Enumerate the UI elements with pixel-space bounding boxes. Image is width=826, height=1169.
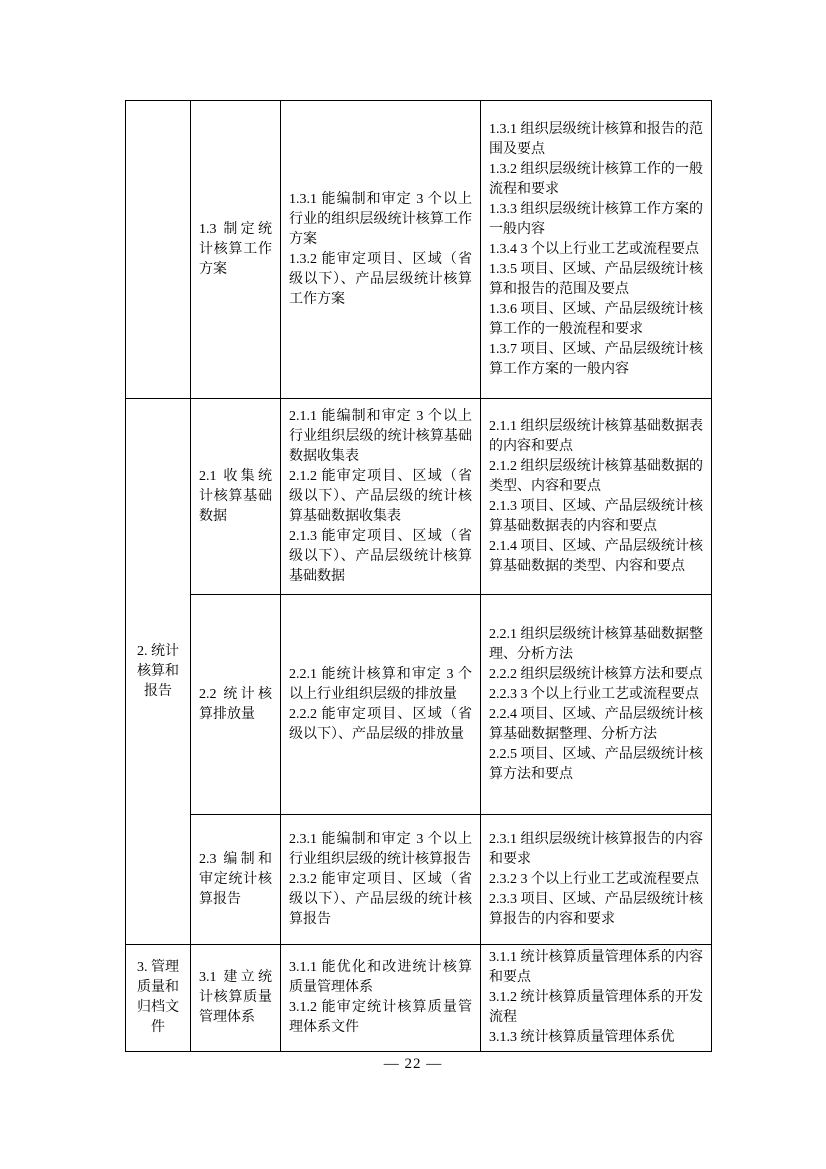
category-cell-empty: [126, 101, 191, 399]
cell-text-item: 2.1.4 项目、区域、产品层级统计核算基础数据的类型、内容和要点: [489, 538, 703, 574]
cell-text-item: 3.1.2 能审定统计核算质量管理体系文件: [289, 1000, 472, 1035]
cell-text-item: 3.1.2 统计核算质量管理体系的开发流程: [489, 990, 703, 1025]
cell-text-item: 2.2.2 能审定项目、区域（省级以下）、产品层级的排放量: [289, 706, 472, 742]
skill-requirement-cell-1-3: [281, 101, 481, 399]
table-row-1-3: [126, 101, 712, 399]
table-row-2-1: [126, 399, 712, 595]
cell-text-item: 2.3.3 项目、区域、产品层级统计核算报告的内容和要求: [489, 891, 703, 927]
cell-text-item: 1.3.2 能审定项目、区域（省级以下）、产品层级统计核算工作方案: [289, 251, 472, 307]
work-content-cell-2-3: 2.3 编制和审定统计核算报告: [191, 815, 281, 945]
cell-text-item: 2.2.5 项目、区域、产品层级统计核算方法和要点: [489, 746, 703, 782]
cell-text-item: 3.1.1 能优化和改进统计核算质量管理体系: [289, 960, 472, 995]
cell-text-item: 2.1.1 能编制和审定 3 个以上行业组织层级的统计核算基础数据收集表: [289, 408, 472, 464]
table-body: [126, 101, 712, 1052]
skill-requirement-cell-2-1: [281, 399, 481, 595]
cell-text-item: 1.3.4 3 个以上行业工艺或流程要点: [489, 241, 699, 257]
cell-text-item: 1.3.5 项目、区域、产品层级统计核算和报告的范围及要点: [489, 261, 703, 297]
cell-text-item: 1.3.2 组织层级统计核算工作的一般流程和要求: [489, 161, 703, 197]
cell-text-item: 1.3.7 项目、区域、产品层级统计核算工作方案的一般内容: [489, 341, 703, 377]
cell-text-item: 1.3.1 组织层级统计核算和报告的范围及要点: [489, 121, 703, 157]
skill-requirements-table: [125, 100, 712, 1052]
cell-text-item: 2.2.2 组织层级统计核算方法和要点: [489, 666, 703, 682]
cell-text-item: 2.3.2 3 个以上行业工艺或流程要点: [489, 871, 699, 887]
skill-requirement-cell-2-3: [281, 815, 481, 945]
cell-text-item: 2.1.3 项目、区域、产品层级统计核算基础数据表的内容和要点: [489, 498, 703, 534]
cell-text-item: 1.3.3 组织层级统计核算工作方案的一般内容: [489, 201, 703, 237]
table-row-2-3: [126, 815, 712, 945]
cell-text-item: 2.2.1 组织层级统计核算基础数据整理、分析方法: [489, 626, 703, 662]
cell-text-item: 3.1.3 统计核算质量管理体系优: [489, 1030, 675, 1045]
work-content-cell-2-2: 2.2 统计核算排放量: [191, 595, 281, 815]
skill-requirement-cell-3-1: [281, 945, 481, 1052]
cell-text-item: 2.1.1 组织层级统计核算基础数据表的内容和要点: [489, 418, 703, 454]
knowledge-requirement-cell-2-3: [481, 815, 712, 945]
table-row-3-1: [126, 945, 712, 1052]
cell-text-item: 2.1.3 能审定项目、区域（省级以下）、产品层级统计核算基础数据: [289, 528, 472, 584]
cell-text-item: 2.2.4 项目、区域、产品层级统计核算基础数据整理、分析方法: [489, 706, 703, 742]
skill-requirement-cell-2-2: [281, 595, 481, 815]
category-cell-statistical-accounting: 2. 统计核算和报告: [126, 399, 191, 945]
knowledge-requirement-cell-2-1: [481, 399, 712, 595]
cell-text-item: 2.3.2 能审定项目、区域（省级以下）、产品层级的统计核算报告: [289, 871, 472, 927]
knowledge-requirement-cell-2-2: [481, 595, 712, 815]
knowledge-requirement-cell-1-3: [481, 101, 712, 399]
cell-text-item: 2.3.1 能编制和审定 3 个以上行业组织层级的统计核算报告: [289, 831, 472, 867]
cell-text-item: 2.2.3 3 个以上行业工艺或流程要点: [489, 686, 699, 702]
cell-text-item: 1.3.6 项目、区域、产品层级统计核算工作的一般流程和要求: [489, 301, 703, 337]
cell-text-item: 2.3.1 组织层级统计核算报告的内容和要求: [489, 831, 703, 867]
knowledge-requirement-cell-3-1: [481, 945, 712, 1052]
cell-text-item: 2.1.2 组织层级统计核算基础数据的类型、内容和要点: [489, 458, 703, 494]
page-number: — 22 —: [383, 1056, 443, 1072]
work-content-cell-2-1: 2.1 收集统计核算基础数据: [191, 399, 281, 595]
cell-text-item: 2.2.1 能统计核算和审定 3 个以上行业组织层级的排放量: [289, 666, 472, 702]
cell-text-item: 1.3.1 能编制和审定 3 个以上行业的组织层级统计核算工作方案: [289, 191, 472, 247]
cell-text-item: 2.1.2 能审定项目、区域（省级以下）、产品层级的统计核算基础数据收集表: [289, 468, 472, 524]
work-content-cell-1-3: 1.3 制定统计核算工作方案: [191, 101, 281, 399]
table-row-2-2: [126, 595, 712, 815]
category-cell-quality-management: 3. 管理质量和归档文件: [126, 945, 191, 1052]
cell-text-item: 3.1.1 统计核算质量管理体系的内容和要点: [489, 950, 703, 985]
work-content-cell-3-1: 3.1 建立统计核算质量管理体系: [191, 945, 281, 1052]
